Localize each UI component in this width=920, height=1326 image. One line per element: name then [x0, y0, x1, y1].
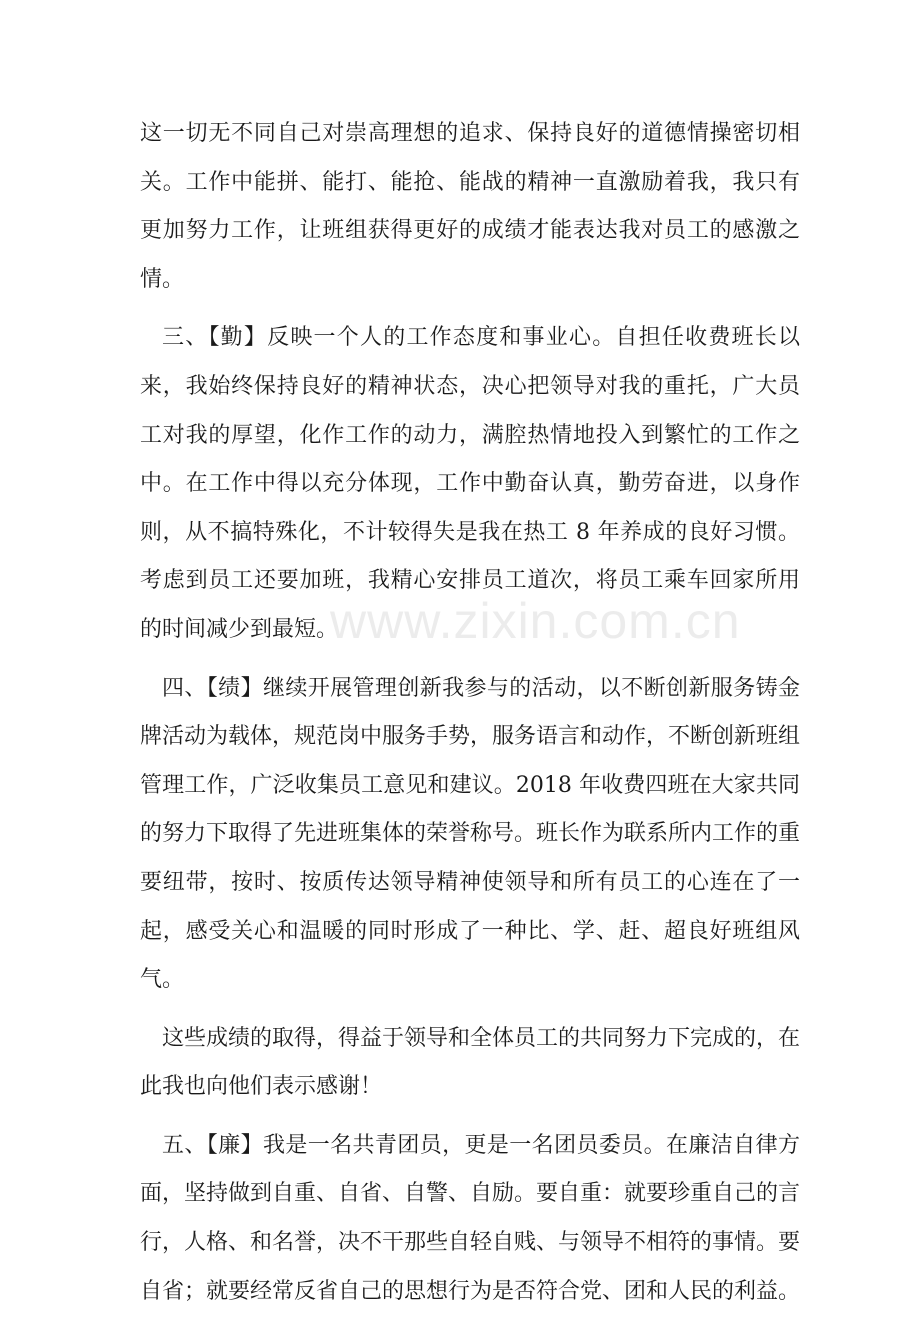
- text-line: 此我也向他们表示感谢！: [140, 1074, 383, 1100]
- paragraph: [140, 665, 800, 1005]
- paragraph: [140, 1015, 800, 1112]
- text-line: 感受关心和温暖的同时形成了一种比、学、赶、超良好班组风气。: [140, 918, 800, 993]
- text-line: 短。: [294, 616, 339, 642]
- paragraph: [140, 1122, 800, 1316]
- text-line: 工作中能拼、能打、能抢、能战的精神一直激励着我，我只有更加努: [140, 169, 800, 244]
- text-line: 的努力下取得了先进班集体的荣誉称号。班长作为联系所内工作的重: [140, 821, 801, 847]
- document-body: [140, 110, 800, 1326]
- text-line: 三、【勤】反映一个人的工作态度和事业心。自担任收费班长以来，: [140, 325, 800, 399]
- text-line: 要纽带，按时、按质传达领导精神使领导和所有员工的心连在了一起，: [140, 869, 800, 944]
- paragraph: [140, 314, 800, 654]
- text-line: 行，人格、和名誉，决不干那些自轻自贱、与领导不相符的事情。要: [140, 1230, 801, 1256]
- text-line: 自省；就要经常反省自己的思想行为是否符合党、团和人民的利益。: [140, 1278, 801, 1304]
- paragraph: [140, 110, 800, 304]
- text-line: 这些成绩的取得，得益于领导和全体员工的共同努力下完成的，在: [162, 1025, 801, 1051]
- text-line: 这一切无不同自己对崇高理想的追求、保持良好的道德情操密切相关。: [140, 121, 800, 195]
- watermark: www.zixin.com.cn: [330, 593, 741, 649]
- text-line: 四、【绩】继续开展管理创新我参与的活动，以不断创新服务铸金: [162, 675, 800, 701]
- text-line: 的厚望，化作工作的动力，满腔热情地投入到繁忙的工作之中。在工: [140, 422, 800, 497]
- text-line: 特殊化，不计较得失是我在热工 8 年养成的良好习惯。考虑到员工还: [140, 519, 800, 594]
- text-line: 作中得以充分体现，工作中勤奋认真，勤劳奋进，以身作则，从不搞: [140, 471, 800, 545]
- text-line: 力工作，让班组获得更好的成绩才能表达我对员工的感激之情。: [140, 218, 800, 292]
- text-line: 五、【廉】我是一名共青团员，更是一名团员委员。在廉洁自律方: [162, 1132, 800, 1158]
- text-line: 牌活动为载体，规范岗中服务手势，服务语言和动作，不断创新班组: [140, 724, 801, 750]
- text-line: 我始终保持良好的精神状态，决心把领导对我的重托，广大员工对我: [140, 373, 800, 448]
- text-line: 要加班，我精心安排员工道次，将员工乘车回家所用的时间减少到最: [140, 568, 800, 642]
- text-line: 管理工作，广泛收集员工意见和建议。2018 年收费四班在大家共同: [140, 772, 800, 798]
- text-line: 面，坚持做到自重、自省、自警、自励。要自重：就要珍重自己的言: [140, 1181, 801, 1207]
